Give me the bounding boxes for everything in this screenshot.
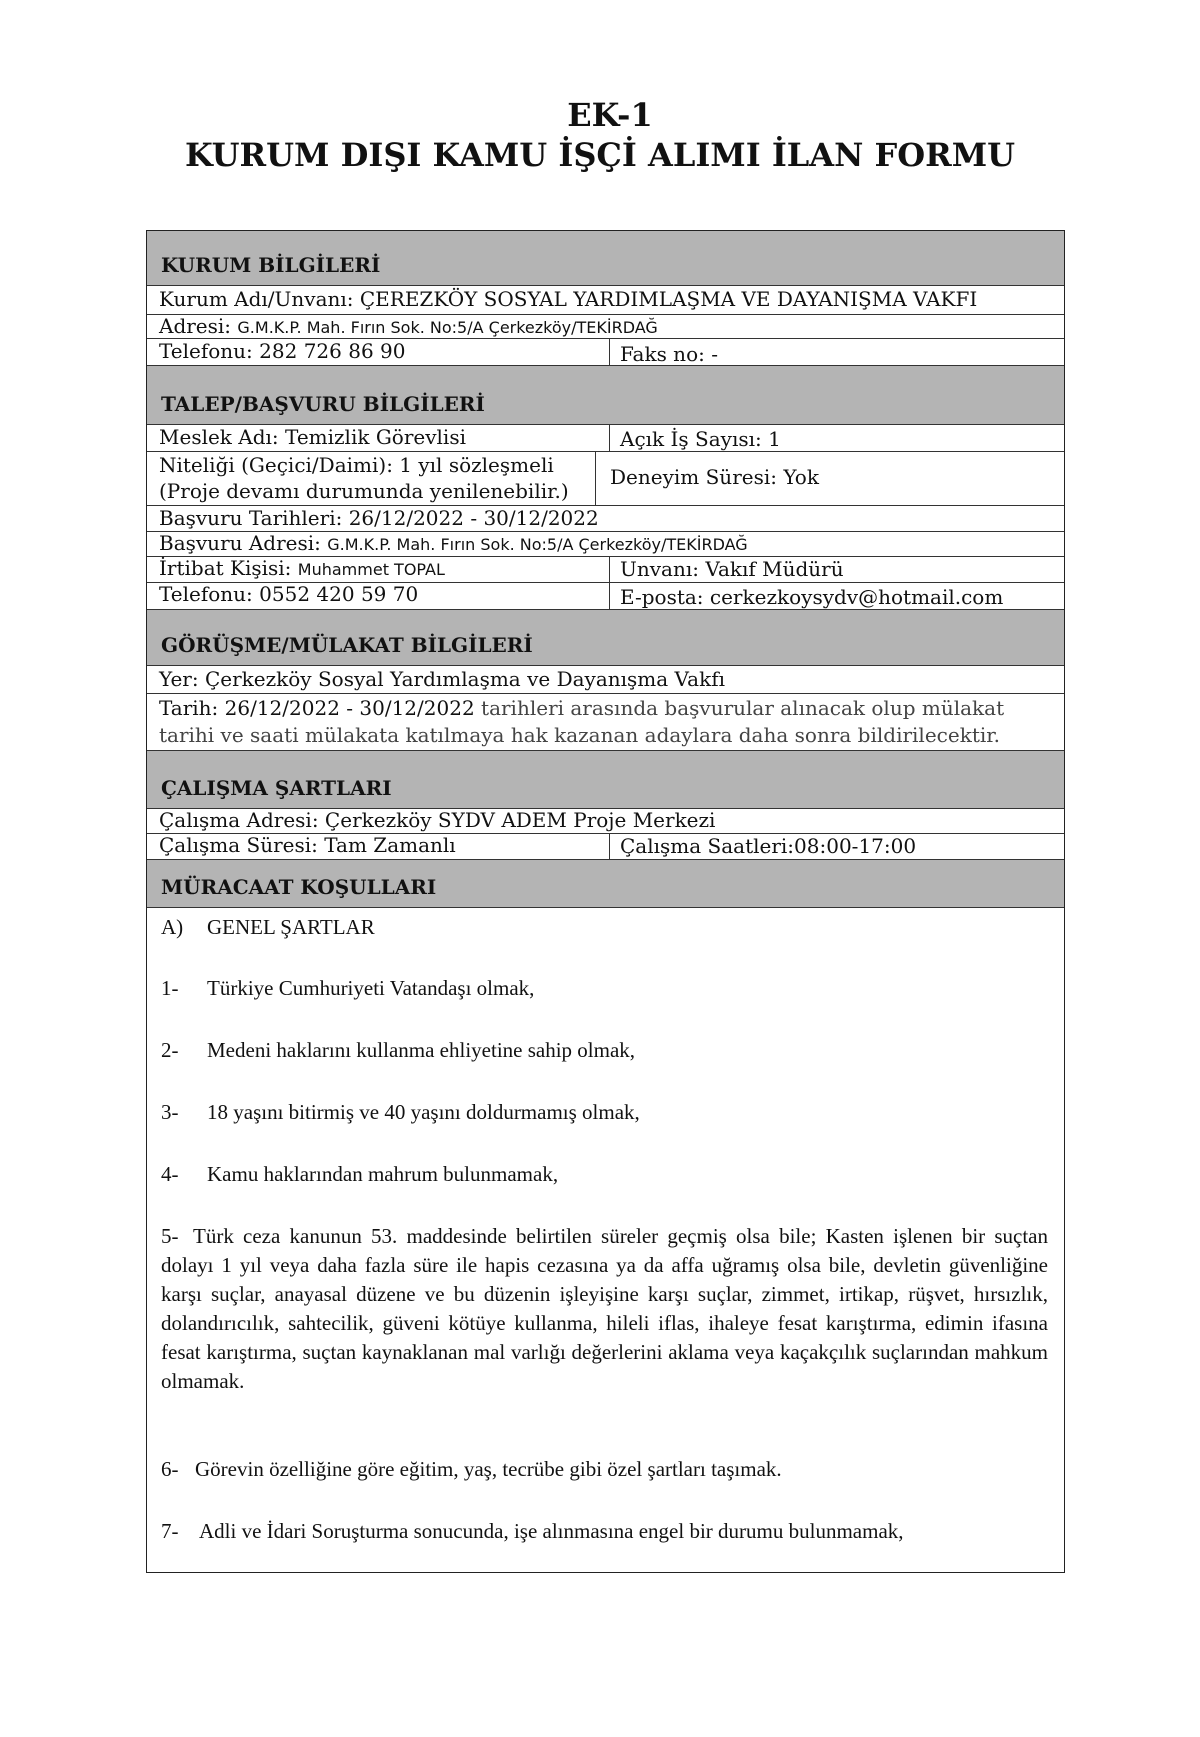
annex-number: EK-1 <box>567 96 653 134</box>
row-yer <box>147 666 1064 694</box>
kurum-adres-value: G.M.K.P. Mah. Fırın Sok. No:5/A Çerkezköy/TEKİRDAĞ <box>237 318 658 337</box>
kurum-adi-label: Kurum Adı/Unvanı: <box>159 287 360 311</box>
section-header-label: TALEP/BAŞVURU BİLGİLERİ <box>161 392 485 416</box>
irtibat-telefon: Telefonu: 0552 420 59 70 <box>159 582 419 606</box>
section-header-talep <box>147 366 1064 425</box>
mulakat-tarih-text2: tarihi ve saati mülakata katılmaya hak kazanan adaylara daha sonra bildirilecektir. <box>159 723 1000 747</box>
section-header-kurum <box>147 231 1064 286</box>
list-item: 5- Türk ceza kanunun 53. maddesinde belirtilen süreler geçmiş olsa bile; Kasten işlenen bir suçtan dolayı 1 yıl veya daha fazla süre ile hapis cezasına ya da affa uğramış olsa bile, devletin güvenliğine karşı suçlar, anayasal düzene ve bu düzenin işleyişine karşı suçlar, zimmet, irtikap, rüşvet, hırsızlık, dolandırıcılık, sahtecilik, güveni kötüye kullanma, hileli iflas, ihaleye fesat karıştırma, edimin ifasına fesat karıştırma, suçtan kaynaklanan mal varlığı değerlerini aklama veya kaçakçılık suçlarından mahkum olmamak. <box>161 1224 1048 1393</box>
deneyim-suresi: Deneyim Süresi: Yok <box>610 465 819 489</box>
eposta-cell <box>609 583 1064 609</box>
calisma-saatleri-cell <box>609 834 1064 859</box>
row-calisma-sure <box>147 834 1064 860</box>
unvan-cell <box>609 557 1064 582</box>
section-header-label: MÜRACAAT KOŞULLARI <box>161 875 437 899</box>
calisma-adresi: Çalışma Adresi: Çerkezköy SYDV ADEM Proje Merkezi <box>159 808 716 832</box>
kurum-adres-label: Adresi: <box>159 314 238 338</box>
section-header-label: GÖRÜŞME/MÜLAKAT BİLGİLERİ <box>161 633 533 657</box>
list-item: 7- Adli ve İdari Soruşturma sonucunda, işe alınmasına engel bir durumu bulunmamak, <box>161 1519 904 1543</box>
basvuru-adresi-label: Başvuru Adresi: <box>159 531 328 555</box>
irtibat-unvan: Unvanı: Vakıf Müdürü <box>620 557 844 581</box>
list-item: 2- Medeni haklarını kullanma ehliyetine sahip olmak, <box>161 1038 636 1062</box>
row-kurum-adi <box>147 286 1064 315</box>
section-number: A) <box>161 915 184 939</box>
irtibat-kisisi: Muhammet TOPAL <box>297 560 445 579</box>
irtibat-eposta: E-posta: cerkezkoysydv@hotmail.com <box>620 585 1004 609</box>
mulakat-tarih-label: Tarih: 26/12/2022 - 30/12/2022 <box>159 696 482 720</box>
kurum-telefon: Telefonu: 282 726 86 90 <box>159 339 406 363</box>
row-irtibat <box>147 557 1064 583</box>
calisma-suresi: Çalışma Süresi: Tam Zamanlı <box>159 833 456 857</box>
announcement-form <box>146 230 1065 1573</box>
section-header-label: KURUM BİLGİLERİ <box>161 253 381 277</box>
row-kurum-adres <box>147 315 1064 339</box>
list-item: 6- Görevin özelliğine göre eğitim, yaş, tecrübe gibi özel şartları taşımak. <box>161 1457 782 1481</box>
section-header-gorusme <box>147 610 1064 666</box>
list-item: 1- Türkiye Cumhuriyeti Vatandaşı olmak, <box>161 976 535 1000</box>
section-header-calisma <box>147 751 1064 809</box>
form-title-block <box>0 95 1200 175</box>
kurum-adi-value: ÇEREZKÖY SOSYAL YARDIMLAŞMA VE DAYANIŞMA VAKFI <box>359 287 978 311</box>
row-basvuru-adresi <box>147 532 1064 557</box>
row-niteligi <box>147 452 1064 506</box>
irtibat-label: İrtibat Kişisi: <box>159 556 298 580</box>
acik-is-sayisi: Açık İş Sayısı: 1 <box>620 427 781 451</box>
list-item: 3- 18 yaşını bitirmiş ve 40 yaşını doldurmamış olmak, <box>161 1100 640 1124</box>
kurum-faks: Faks no: - <box>620 342 718 366</box>
niteligi-line1: Niteliği (Geçici/Daimi): 1 yıl sözleşmeli <box>159 453 554 477</box>
section-title: GENEL ŞARTLAR <box>207 915 375 939</box>
meslek-adi: Meslek Adı: Temizlik Görevlisi <box>159 425 466 449</box>
mulakat-yer: Yer: Çerkezköy Sosyal Yardımlaşma ve Dayanışma Vakfı <box>159 667 725 691</box>
form-title: KURUM DIŞI KAMU İŞÇİ ALIMI İLAN FORMU <box>184 136 1016 174</box>
acik-is-cell <box>609 425 1064 451</box>
section-header-label: ÇALIŞMA ŞARTLARI <box>161 776 392 800</box>
row-calisma-adres <box>147 809 1064 834</box>
calisma-saatleri: Çalışma Saatleri:08:00-17:00 <box>620 834 917 858</box>
basvuru-adresi-value: G.M.K.P. Mah. Fırın Sok. No:5/A Çerkezköy/TEKİRDAĞ <box>327 535 748 554</box>
deneyim-cell <box>595 452 1064 505</box>
row-kurum-telefon <box>147 339 1064 366</box>
kurum-faks-cell <box>609 339 1064 365</box>
niteligi-line2: (Proje devamı durumunda yenilenebilir.) <box>159 479 569 503</box>
row-basvuru-tarihleri <box>147 506 1064 532</box>
list-item: 4- Kamu haklarından mahrum bulunmamak, <box>161 1162 559 1186</box>
genel-sartlar-heading <box>161 913 1048 942</box>
section-header-muracaat <box>147 860 1064 908</box>
mulakat-tarih-text1: tarihleri arasında başvurular alınacak olup mülakat <box>481 696 1005 720</box>
row-meslek <box>147 425 1064 452</box>
row-tarih <box>147 694 1064 751</box>
basvuru-tarihleri: Başvuru Tarihleri: 26/12/2022 - 30/12/2022 <box>159 506 599 530</box>
row-telefon-eposta <box>147 583 1064 610</box>
